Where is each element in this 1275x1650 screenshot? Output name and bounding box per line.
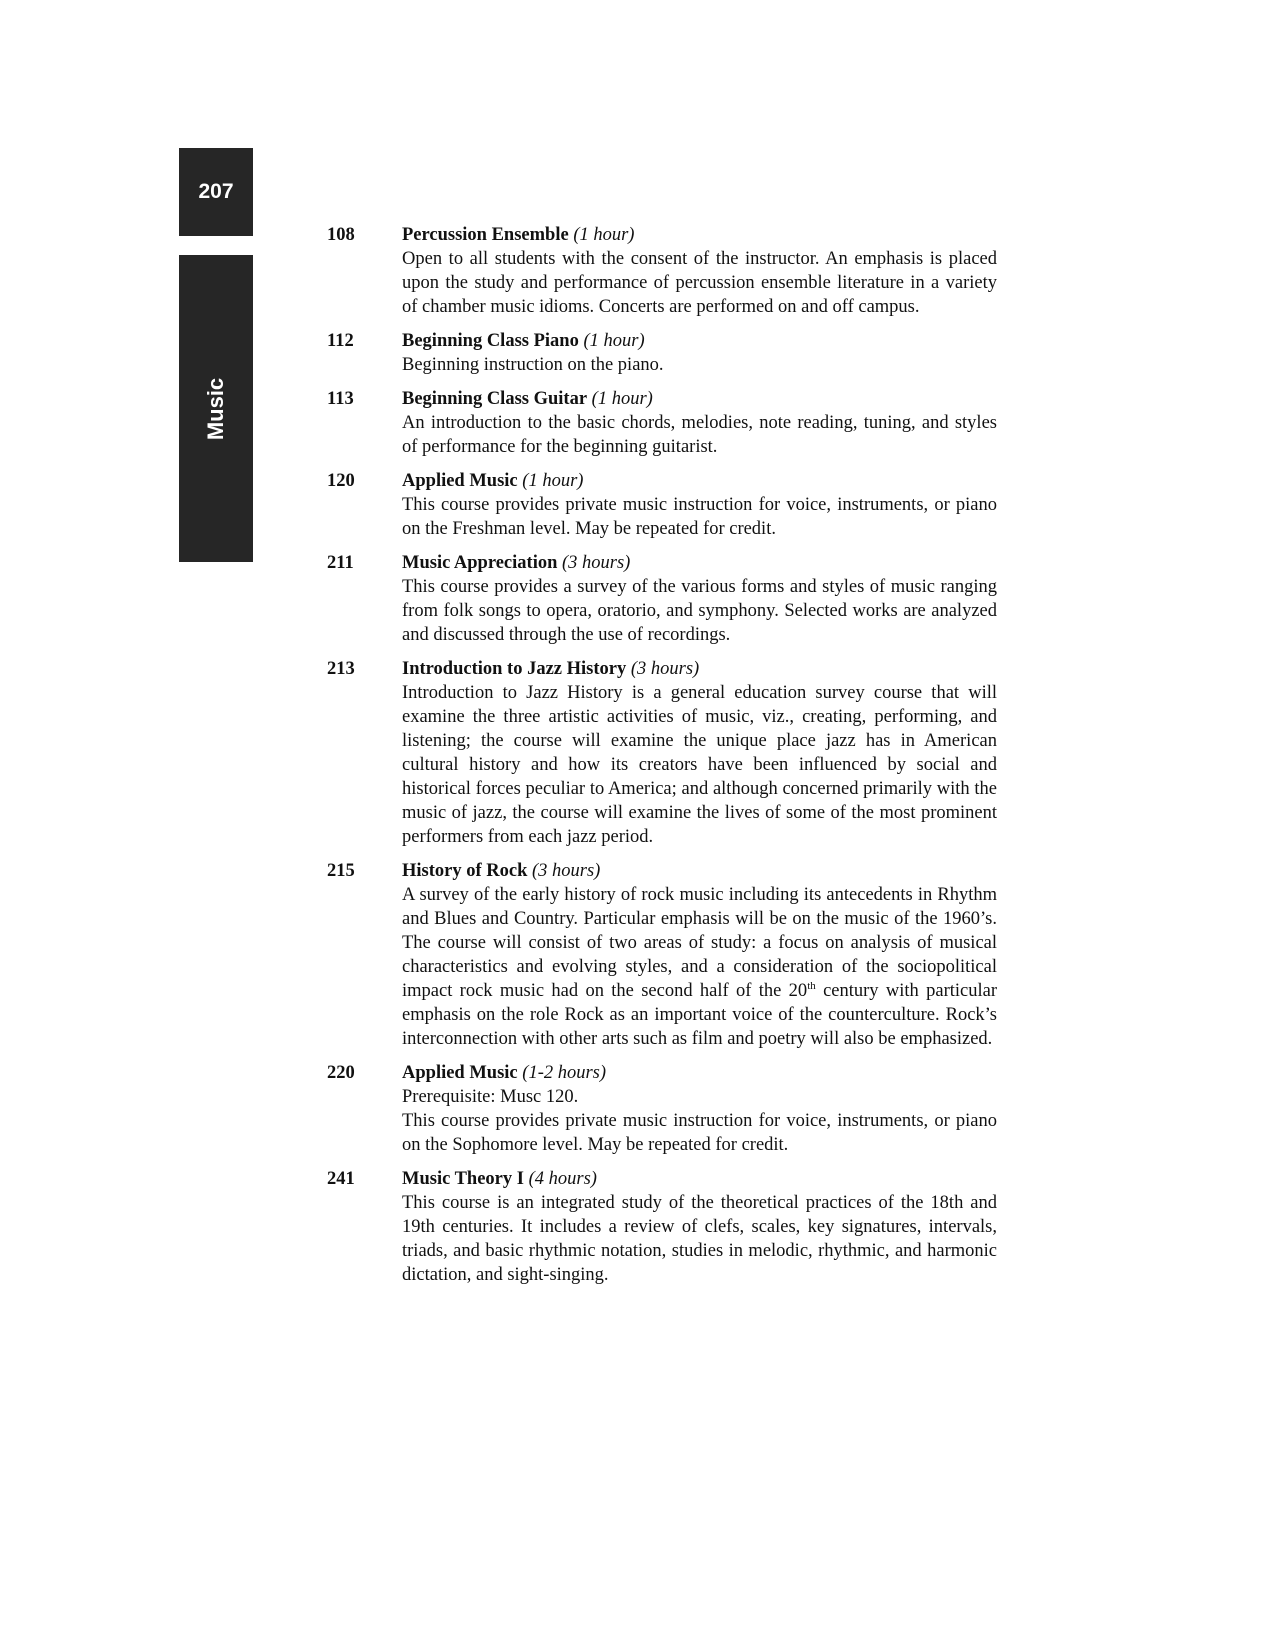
course-body: [402, 329, 997, 377]
course-entry: [327, 387, 997, 459]
course-title: Percussion Ensemble: [402, 225, 569, 245]
course-title: Music Appreciation: [402, 553, 558, 573]
course-title: Beginning Class Piano: [402, 331, 579, 351]
course-entry: [327, 329, 997, 377]
course-description: Introduction to Jazz History is a general education survey course that will examine the three artistic activities of music, viz., creating, performing, and listening; the course will examine the unique place jazz has in American cultural history and how its creators have been influenced by social and historical forces peculiar to America; and although concerned primarily with the music of jazz, the course will examine the lives of some of the most prominent performers from each jazz period.: [402, 683, 997, 847]
course-hours: (1 hour): [522, 471, 584, 491]
course-body: [402, 223, 997, 319]
section-tab: [179, 255, 253, 562]
course-number: 241: [327, 1169, 355, 1189]
course-description: This course provides a survey of the various forms and styles of music ranging from folk songs to opera, oratorio, and symphony. Selected works are analyzed and discussed through the use of recordings.: [402, 577, 997, 645]
ordinal-superscript: th: [807, 979, 816, 992]
course-description: This course provides private music instruction for voice, instruments, or piano on the Freshman level. May be repeated for credit.: [402, 495, 997, 539]
course-hours: (4 hours): [528, 1169, 597, 1189]
course-heading: [402, 551, 997, 575]
course-title: Introduction to Jazz History: [402, 659, 627, 679]
course-entry: [327, 1061, 997, 1157]
course-description: Beginning instruction on the piano.: [402, 355, 664, 375]
course-entry: [327, 551, 997, 647]
course-list: [327, 223, 997, 1297]
course-title: Applied Music: [402, 471, 518, 491]
course-prerequisite: Prerequisite: Musc 120.: [402, 1087, 579, 1107]
course-number: 112: [327, 331, 354, 351]
course-hours: (3 hours): [630, 659, 700, 679]
course-number: 108: [327, 225, 355, 245]
course-hours: (1 hour): [591, 389, 653, 409]
course-number: 113: [327, 389, 354, 409]
page-number-tab: [179, 148, 253, 236]
course-description-part: A survey of the early history of rock music including its antecedents in Rhythm and Blues and Country. Particular emphasis will be on the music of the 1960’s. The course will consist of two areas of study: a focus on analysis of musical characteristics and evolving styles, and a consideration of the sociopolitical impact rock music had on the second half of the 20: [402, 885, 997, 1001]
course-heading: [402, 1061, 997, 1085]
course-number: 215: [327, 861, 355, 881]
course-entry: [327, 1167, 997, 1287]
course-heading: [402, 469, 997, 493]
course-body: [402, 387, 997, 459]
course-heading: [402, 387, 997, 411]
course-body: [402, 1167, 997, 1287]
course-body: [402, 469, 997, 541]
course-number: 213: [327, 659, 355, 679]
page-number: 207: [198, 180, 234, 203]
course-body: [402, 1061, 997, 1157]
course-title: Beginning Class Guitar: [402, 389, 588, 409]
course-description: [402, 883, 997, 1051]
course-description: This course is an integrated study of the theoretical practices of the 18th and 19th centuries. It includes a review of clefs, scales, key signatures, intervals, triads, and basic rhythmic notation, studies in melodic, rhythmic, and harmonic dictation, and sight-singing.: [402, 1193, 997, 1285]
course-heading: [402, 1167, 997, 1191]
course-title: Music Theory I: [402, 1169, 524, 1189]
course-entry: [327, 223, 997, 319]
course-description-part: century with particular emphasis on the role Rock as an important voice of the counterculture. Rock’s interconnection with other arts such as film and poetry will also be emphasized.: [402, 981, 997, 1049]
course-hours: (1-2 hours): [522, 1063, 607, 1083]
course-number: 211: [327, 553, 354, 573]
course-heading: [402, 223, 997, 247]
course-title: History of Rock: [402, 861, 528, 881]
course-heading: [402, 859, 997, 883]
course-heading: [402, 657, 997, 681]
course-heading: [402, 329, 997, 353]
course-description: An introduction to the basic chords, melodies, note reading, tuning, and styles of performance for the beginning guitarist.: [402, 413, 997, 457]
course-entry: [327, 657, 997, 849]
course-body: [402, 859, 997, 1051]
course-description: This course provides private music instruction for voice, instruments, or piano on the Sophomore level. May be repeated for credit.: [402, 1111, 997, 1155]
course-entry: [327, 859, 997, 1051]
course-hours: (3 hours): [562, 553, 631, 573]
course-description: Open to all students with the consent of the instructor. An emphasis is placed upon the study and performance of percussion ensemble literature in a variety of chamber music idioms. Concerts are performed on and off campus.: [402, 249, 997, 317]
course-title: Applied Music: [402, 1063, 518, 1083]
course-number: 120: [327, 471, 355, 491]
course-hours: (1 hour): [573, 225, 635, 245]
course-body: [402, 551, 997, 647]
course-body: [402, 657, 997, 849]
course-entry: [327, 469, 997, 541]
section-label: Music: [203, 377, 228, 440]
course-hours: (1 hour): [583, 331, 645, 351]
course-number: 220: [327, 1063, 355, 1083]
course-hours: (3 hours): [532, 861, 601, 881]
